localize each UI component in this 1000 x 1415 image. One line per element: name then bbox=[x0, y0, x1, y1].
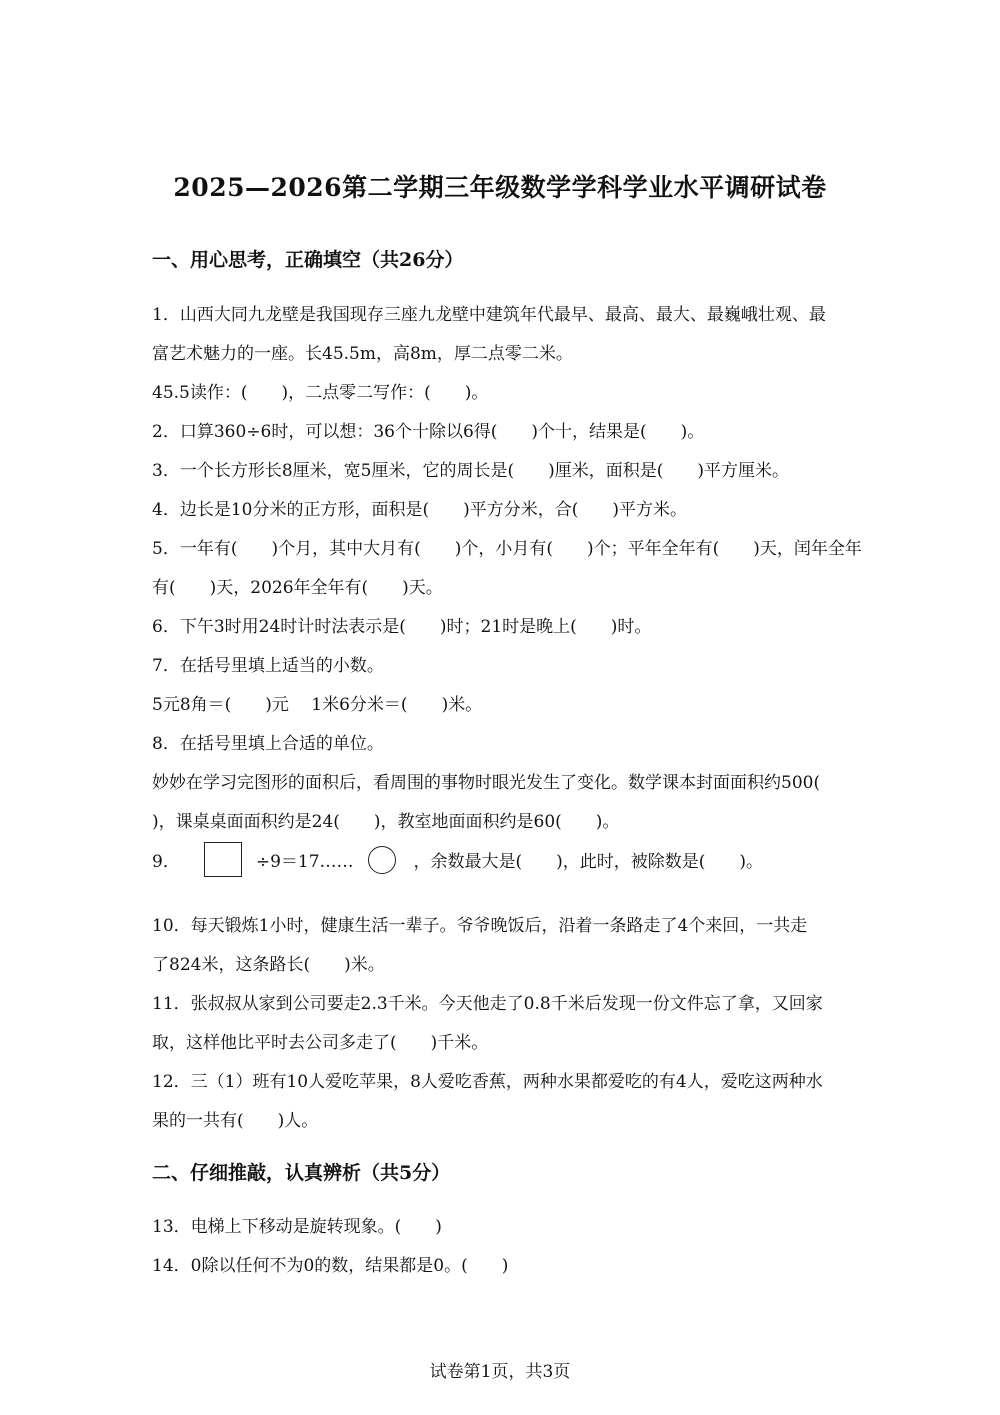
section-heading-1: 一、用心思考，正确填空（共26分） bbox=[152, 249, 464, 271]
section-heading-2: 二、仔细推敲，认真辨析（共5分） bbox=[152, 1162, 451, 1184]
question-13: 13．电梯上下移动是旋转现象。( ) bbox=[152, 1217, 442, 1237]
question-8: 8．在括号里填上合适的单位。 bbox=[152, 734, 384, 754]
question-3: 3．一个长方形长8厘米，宽5厘米，它的周长是( )厘米，面积是( )平方厘米。 bbox=[152, 461, 789, 481]
exam-title: 2025—2026第二学期三年级数学学科学业水平调研试卷 bbox=[173, 173, 827, 202]
circle-shape bbox=[368, 846, 396, 874]
question-1-line-2: 富艺术魅力的一座。长45.5m，高8m，厚二点零二米。 bbox=[152, 344, 573, 364]
question-12-line-1: 12．三（1）班有10人爱吃苹果，8人爱吃香蕉，两种水果都爱吃的有4人，爱吃这两种水 bbox=[152, 1072, 823, 1092]
question-11-line-2: 取，这样他比平时去公司多走了( )千米。 bbox=[152, 1033, 489, 1053]
question-1-line-3: 45.5读作：( )，二点零二写作：( )。 bbox=[152, 383, 489, 403]
question-9-division: ÷9＝17…… bbox=[255, 852, 354, 872]
question-9 bbox=[152, 842, 763, 877]
question-2: 2．口算360÷6时，可以想：36个十除以6得( )个十，结果是( )。 bbox=[152, 422, 705, 442]
question-1-line-1: 1．山西大同九龙壁是我国现存三座九龙壁中建筑年代最早、最高、最大、最巍峨壮观、最 bbox=[152, 305, 826, 325]
question-6: 6．下午3时用24时计时法表示是( )时；21时是晚上( )时。 bbox=[152, 617, 652, 637]
question-7-items: 5元8角＝( )元 1米6分米＝( )米。 bbox=[152, 695, 483, 715]
page-footer: 试卷第1页，共3页 bbox=[429, 1362, 571, 1382]
question-11-line-1: 11．张叔叔从家到公司要走2.3千米。今天他走了0.8千米后发现一份文件忘了拿，又回家 bbox=[152, 994, 823, 1014]
question-5-line-2: 有( )天，2026年全年有( )天。 bbox=[152, 578, 443, 598]
question-10-line-1: 10．每天锻炼1小时，健康生活一辈子。爷爷晚饭后，沿着一条路走了4个来回，一共走 bbox=[152, 916, 808, 936]
question-14: 14．0除以任何不为0的数，结果都是0。( ) bbox=[152, 1256, 509, 1276]
question-8-line-1: 妙妙在学习完图形的面积后，看周围的事物时眼光发生了变化。数学课本封面面积约500( bbox=[152, 773, 821, 793]
question-4: 4．边长是10分米的正方形，面积是( )平方分米，合( )平方米。 bbox=[152, 500, 687, 520]
question-7: 7．在括号里填上适当的小数。 bbox=[152, 656, 384, 676]
question-9-tail: ，余数最大是( )，此时，被除数是( )。 bbox=[413, 852, 764, 872]
square-box-shape bbox=[204, 842, 242, 877]
question-8-line-2: )，课桌桌面面积约是24( )，教室地面面积约是60( )。 bbox=[152, 812, 620, 832]
question-10-line-2: 了824米，这条路长( )米。 bbox=[152, 955, 385, 975]
question-5-line-1: 5．一年有( )个月，其中大月有( )个，小月有( )个；平年全年有( )天，闰年全年 bbox=[152, 539, 862, 559]
question-9-number: 9． bbox=[152, 852, 180, 872]
question-12-line-2: 果的一共有( )人。 bbox=[152, 1111, 319, 1131]
